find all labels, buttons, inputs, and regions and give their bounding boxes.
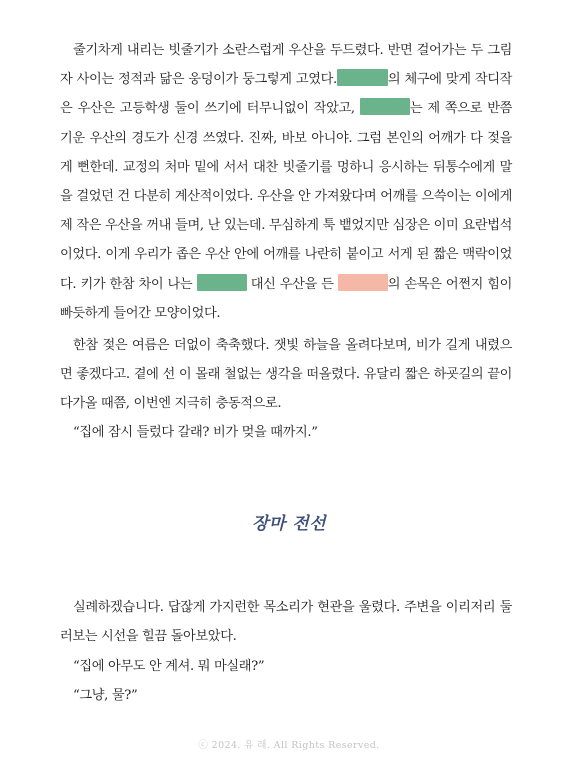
- name-redaction-green: [337, 69, 388, 86]
- story-paragraph-2: 한참 젖은 여름은 더없이 축축했다. 잿빛 하늘을 올려다보며, 비가 길게 내렸으면 좋겠다고. 곁에 선 이 몰래 철없는 생각을 떠올렸다. 유달리 짧은 하굣길의 끝이 다가올 때쯤, 이번엔 지극히 충동적으로.: [60, 338, 512, 412]
- dialogue-line: “그냥, 물?”: [73, 688, 138, 703]
- copyright-footer: ⓒ 2024. 유 래. All Rights Reserved.: [198, 740, 380, 751]
- dialogue-line: “집에 아무도 안 계셔. 뭐 마실래?”: [73, 659, 265, 674]
- story-paragraph-1: [60, 36, 512, 328]
- paragraph-1-sentence-4: 대신 우산을 든: [250, 276, 334, 292]
- paragraph-1-sentence-1: 줄기차게 내리는 빗줄기가 소란스럽게 우산을 두드렸다. 반면 걸어가는 두 그림자 사이는 정적과 닮은 웅덩이가 둥그렇게 고였다.: [60, 43, 512, 88]
- name-redaction-green: [360, 98, 410, 115]
- paragraph-1-sentence-3: 는 제 쪽으로 반쯤 기운 우산의 경도가 신경 쓰였다. 진짜, 바보 아니야. 그럼 본인의 어깨가 다 젖을 게 뻔한데. 교정의 처마 밑에 서서 대찬 빗줄기를 멍하니 응시하는 뒤통수에게 말을 걸었던 건 다분히 계산적이었다. 우산을 안 가져왔다며 어깨를 으쓱이는 이에게 제 작은 우산을 꺼내 들며, 난 있는데. 무심하게 툭 뱉었지만 심장은 이미 요란법석이었다. 이게 우리가 좁은 우산 안에 어깨를 나란히 붙이고 서게 된 짧은 맥락이었다. 키가 한참 차이 나는: [60, 101, 512, 292]
- dialogue-line: “집에 잠시 들렀다 갈래? 비가 멎을 때까지.”: [73, 425, 318, 440]
- paragraph-1-sentence-5: 의 손목은 어쩐지 힘이 빠듯하게 들어간 모양이었다.: [60, 276, 512, 321]
- story-paragraph-3: 실례하겠습니다. 답잖게 가지런한 목소리가 현관을 울렸다. 주변을 이리저리 둘러보는 시선을 힐끔 돌아보았다.: [60, 600, 512, 645]
- name-redaction-green: [197, 274, 247, 291]
- paragraph-1-sentence-2: 의 체구에 맞게 작디작은 우산은 고등학생 둘이 쓰기에 터무니없이 작았고,: [60, 72, 512, 117]
- section-title: 장마 전선: [251, 514, 327, 534]
- name-redaction-pink: [338, 274, 388, 291]
